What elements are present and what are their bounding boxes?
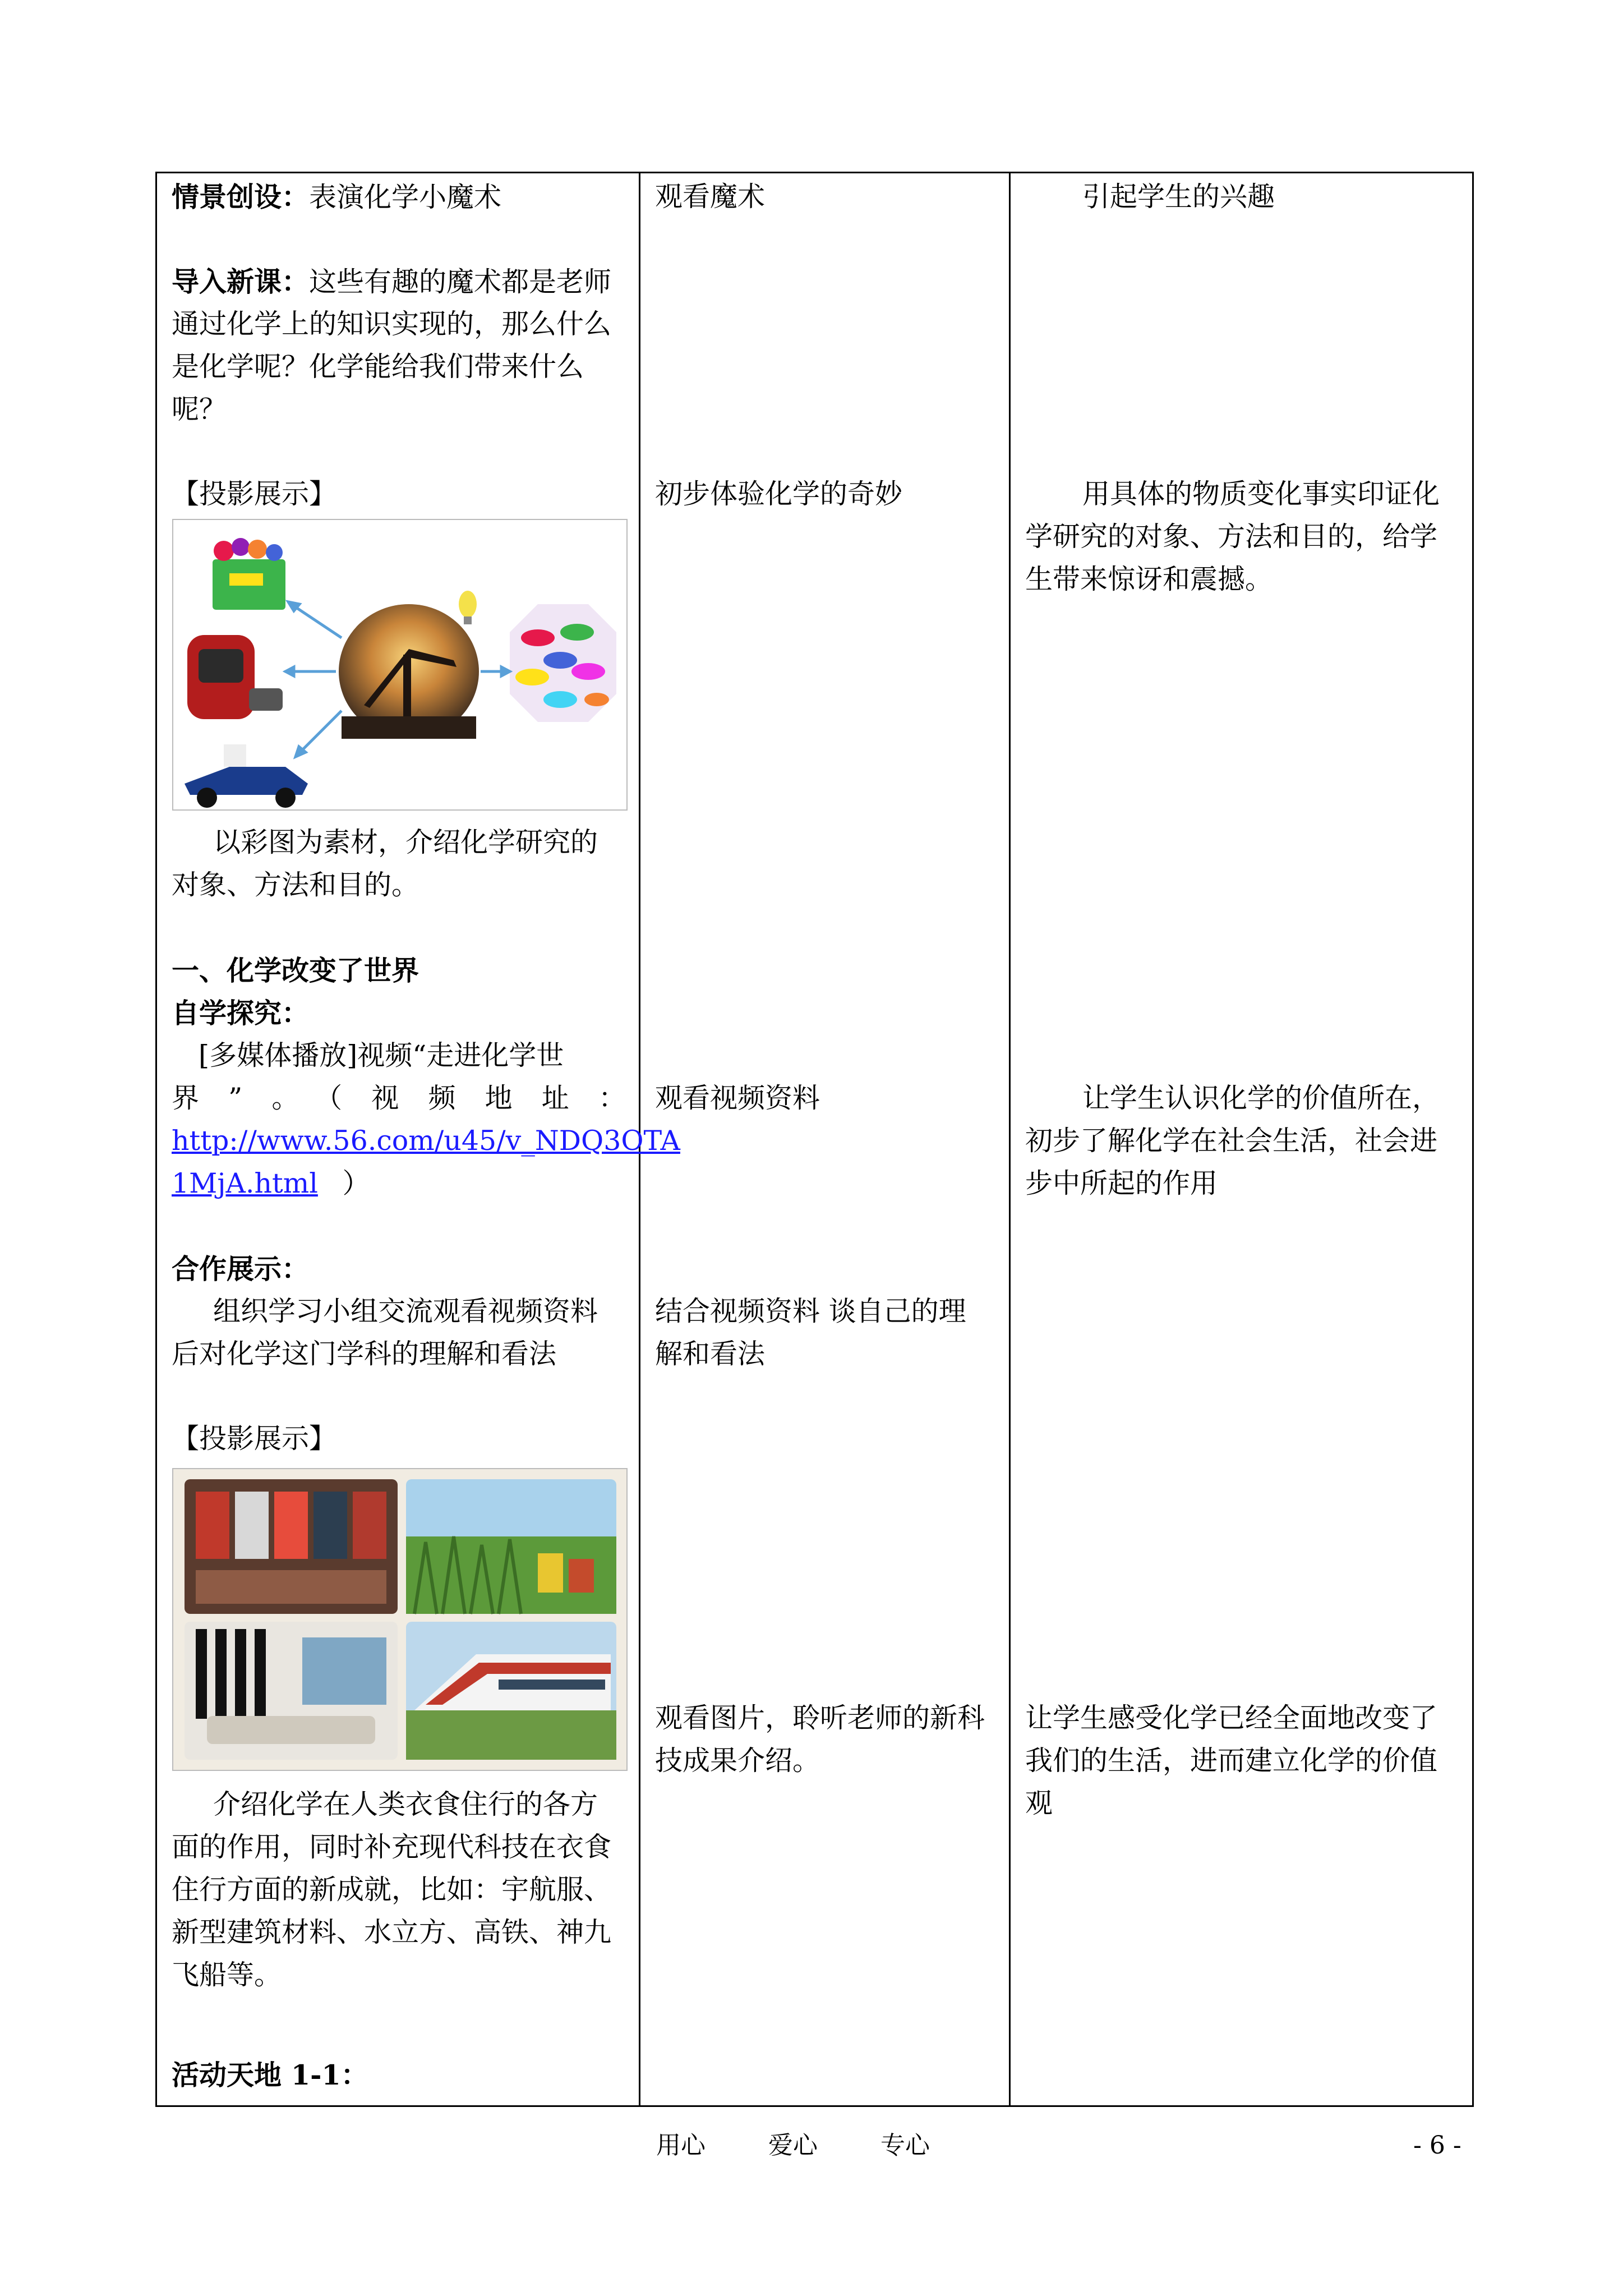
scene-text: 表演化学小魔术	[309, 181, 502, 213]
video-close-paren: ）	[342, 1167, 370, 1199]
desc-2-line-5: 飞船等。	[172, 1959, 282, 1991]
page-number: - 6 -	[1413, 2131, 1461, 2160]
intent-row-2-line-2: 学研究的对象、方法和目的，给学	[1025, 521, 1438, 553]
desc-1-line-1: 以彩图为素材，介绍化学研究的	[213, 826, 598, 858]
teacher-activity-column	[156, 173, 680, 2106]
video-line-2: 界”。（视频地址：	[172, 1082, 626, 1114]
student-activity-column	[640, 173, 1010, 2106]
student-row-5-line-2: 技成果介绍。	[655, 1745, 820, 1777]
intent-row-1: 引起学生的兴趣	[1082, 181, 1275, 213]
chemistry-products-diagram	[172, 519, 628, 811]
living-room-photo	[185, 1622, 398, 1760]
oil-pump-circle	[339, 604, 479, 739]
scene-label: 情景创设：	[172, 181, 310, 213]
crop-field-photo	[406, 1479, 616, 1614]
video-link-line-1[interactable]: http://www.56.com/u45/v_NDQ3OTA	[172, 1125, 680, 1157]
coop-line-2: 后对化学这门学科的理解和看法	[172, 1338, 557, 1370]
intent-row-4-line-2: 我们的生活，进而建立化学的价值	[1025, 1745, 1438, 1777]
desc-2-line-3: 住行方面的新成就，比如：宇航服、	[172, 1874, 612, 1906]
desc-2-line-4: 新型建筑材料、水立方、高铁、神九	[172, 1916, 612, 1948]
coop-line-1: 组织学习小组交流观看视频资料	[213, 1295, 598, 1327]
design-intent-column	[1010, 173, 1473, 2106]
modern-life-collage	[172, 1468, 628, 1771]
clothing-store-photo	[185, 1479, 398, 1614]
toy-basket-picture	[213, 538, 285, 610]
intent-row-2-line-1: 用具体的物质变化事实印证化	[1082, 478, 1440, 510]
high-speed-train-photo	[406, 1622, 616, 1760]
footer-motto-1: 用心	[656, 2131, 706, 2160]
activity-label: 活动天地 1-1：	[172, 2059, 368, 2091]
student-row-3: 观看视频资料	[655, 1082, 820, 1114]
intent-row-3-line-3: 步中所起的作用	[1025, 1167, 1218, 1199]
projection-label-2: 【投影展示】	[172, 1423, 337, 1455]
intro-text-line-2: 通过化学上的知识实现的，那么什么	[172, 308, 612, 340]
desc-1-line-2: 对象、方法和目的。	[172, 869, 419, 901]
intent-row-2-line-3: 生带来惊讶和震撼。	[1025, 563, 1273, 595]
section-title: 一、化学改变了世界	[172, 954, 419, 987]
projection-label-1: 【投影展示】	[172, 478, 337, 510]
pills-octagon	[510, 604, 616, 722]
intent-row-3-line-1: 让学生认识化学的价值所在，	[1082, 1082, 1440, 1114]
self-study-label: 自学探究：	[172, 997, 310, 1029]
footer-motto-3: 专心	[880, 2131, 930, 2160]
desc-2-line-1: 介绍化学在人类衣食住行的各方	[213, 1788, 598, 1820]
student-row-5-line-1: 观看图片，聆听老师的新科	[655, 1702, 985, 1734]
student-row-1: 观看魔术	[655, 181, 766, 213]
video-line-1: [多媒体播放]视频“走进化学世	[199, 1039, 564, 1071]
lesson-table	[155, 172, 1474, 2107]
coop-label: 合作展示：	[172, 1253, 310, 1285]
intro-text-line-3: 是化学呢？化学能给我们带来什么	[172, 351, 584, 383]
intent-row-3-line-2: 初步了解化学在社会生活，社会进	[1025, 1125, 1438, 1157]
student-row-4-line-1: 结合视频资料 谈自己的理	[655, 1295, 966, 1327]
intro-text-line-1: 这些有趣的魔术都是老师	[309, 266, 612, 298]
student-row-2: 初步体验化学的奇妙	[655, 478, 903, 510]
intent-row-4-line-1: 让学生感受化学已经全面地改变了	[1025, 1702, 1438, 1734]
intro-text-line-4: 呢？	[172, 393, 227, 425]
footer-motto-2: 爱心	[768, 2131, 818, 2160]
intent-row-4-line-3: 观	[1025, 1787, 1053, 1819]
student-row-4-line-2: 解和看法	[655, 1338, 766, 1370]
desc-2-line-2: 面的作用，同时补充现代科技在衣食	[172, 1831, 612, 1863]
video-link-line-2[interactable]: 1MjA.html	[172, 1167, 318, 1199]
intro-label: 导入新课：	[172, 265, 310, 298]
